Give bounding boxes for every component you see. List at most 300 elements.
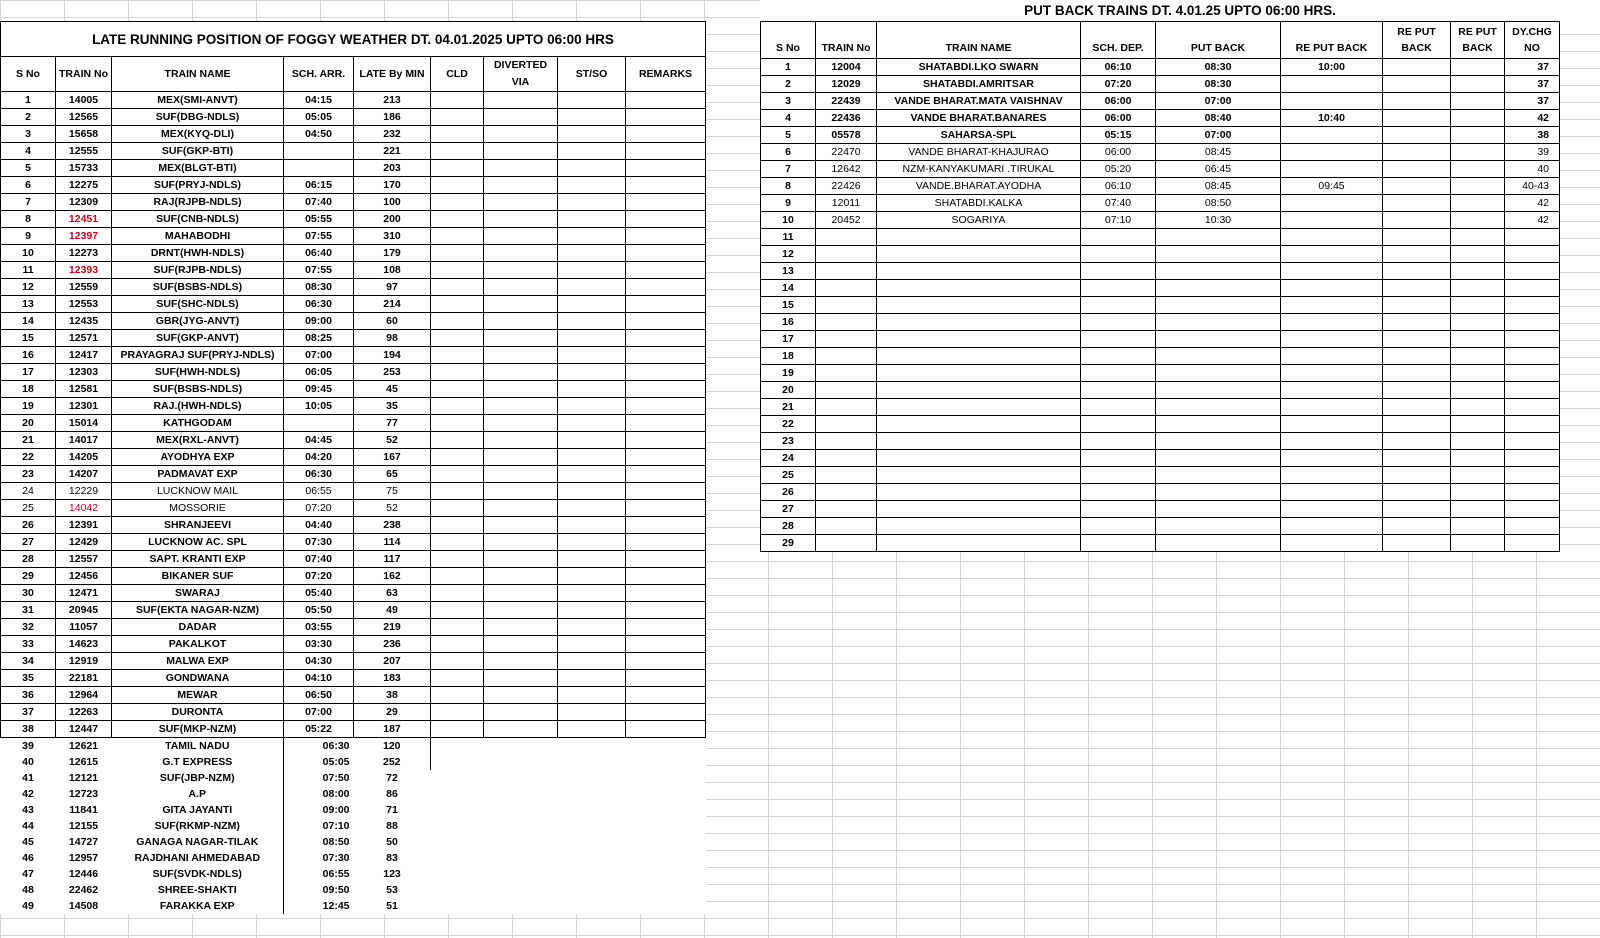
- cell-empty: [431, 398, 484, 415]
- pb-cell-train-name: [877, 467, 1081, 484]
- pb-cell-re-put-back-3: [1451, 110, 1505, 127]
- pb-cell-train-name: [877, 518, 1081, 535]
- cell-sno: 24: [1, 483, 56, 500]
- pb-cell-train-no: [816, 382, 877, 399]
- cell-empty: [484, 466, 558, 483]
- cell-empty: [558, 415, 626, 432]
- cell-late-by: 187: [354, 721, 431, 738]
- cell-train-no: 12581: [56, 381, 112, 398]
- cell-empty: [484, 432, 558, 449]
- cell-empty: [626, 466, 706, 483]
- pb-cell-put-back: 08:30: [1156, 59, 1281, 76]
- cell-empty: [484, 109, 558, 126]
- cell-sno: 21: [1, 432, 56, 449]
- cell-sch-arr: 08:25: [284, 330, 354, 347]
- cell-empty: [431, 866, 484, 882]
- cell-train-name: AYODHYA EXP: [112, 449, 284, 466]
- pb-cell-put-back: [1156, 382, 1281, 399]
- cell-train-no: 12417: [56, 347, 112, 364]
- cell-train-no: 12919: [56, 653, 112, 670]
- pb-cell-re-put-back-3: [1451, 178, 1505, 195]
- cell-late-by: 52: [354, 500, 431, 517]
- pb-cell-sch-dep: [1081, 365, 1156, 382]
- table-row: [1, 364, 706, 381]
- cell-train-no: 12391: [56, 517, 112, 534]
- table-row: [1, 245, 706, 262]
- table-row: [1, 211, 706, 228]
- pb-cell-train-no: [816, 229, 877, 246]
- pb-cell-train-no: 22470: [816, 144, 877, 161]
- pb-cell-sch-dep: 06:00: [1081, 144, 1156, 161]
- pb-cell-sno: 25: [761, 467, 816, 484]
- cell-sno: 14: [1, 313, 56, 330]
- cell-empty: [558, 449, 626, 466]
- pb-cell-train-name: VANDE BHARAT-KHAJURAO: [877, 144, 1081, 161]
- cell-train-no: 14508: [68, 899, 99, 912]
- cell-empty: [431, 517, 484, 534]
- cell-train-no: 12446: [68, 867, 99, 880]
- table-row: [761, 416, 1560, 433]
- cell-late-by: 45: [354, 381, 431, 398]
- cell-empty: [431, 653, 484, 670]
- cell-sno: 44: [22, 819, 34, 832]
- cell-train-name: FARAKKA EXP: [112, 898, 284, 914]
- pb-cell-re-put-back: 10:40: [1281, 110, 1383, 127]
- cell-train-no: 11057: [56, 619, 112, 636]
- pb-cell-sno: 3: [761, 93, 816, 110]
- pb-cell-re-put-back-3: [1451, 467, 1505, 484]
- pb-cell-train-no: 22426: [816, 178, 877, 195]
- pb-cell-re-put-back-3: [1451, 280, 1505, 297]
- pb-cell-put-back: [1156, 416, 1281, 433]
- cell-sno: 29: [1, 568, 56, 585]
- pb-cell-re-put-back-3: [1451, 246, 1505, 263]
- cell-empty: [431, 882, 484, 898]
- cell-empty: [558, 636, 626, 653]
- pb-cell-put-back: [1156, 280, 1281, 297]
- cell-sno: 19: [1, 398, 56, 415]
- cell-train-no: 12456: [56, 568, 112, 585]
- pb-cell-sch-dep: [1081, 280, 1156, 297]
- cell-empty: [626, 898, 706, 914]
- pb-cell-dy-chg-no: [1505, 382, 1560, 399]
- cell-empty: [431, 211, 484, 228]
- cell-late-by: 194: [354, 347, 431, 364]
- cell-empty: [431, 568, 484, 585]
- cell-empty: [626, 568, 706, 585]
- pb-cell-sno: 27: [761, 501, 816, 518]
- cell-sch-arr: 04:10: [284, 670, 354, 687]
- cell-empty: [558, 279, 626, 296]
- cell-empty: [558, 500, 626, 517]
- cell-train-no: 22462: [68, 883, 99, 896]
- pb-cell-sch-dep: [1081, 246, 1156, 263]
- cell-sno: 22: [1, 449, 56, 466]
- table-row: [1, 228, 706, 245]
- pb-cell-sch-dep: [1081, 450, 1156, 467]
- cell-empty: [431, 143, 484, 160]
- cell-sch-arr: 05:22: [284, 721, 354, 738]
- pb-cell-re-put-back: [1281, 416, 1383, 433]
- put-back-table: [760, 21, 1560, 552]
- cell-empty: [431, 619, 484, 636]
- table-row: [761, 178, 1560, 195]
- table-row: [761, 535, 1560, 552]
- table-row: [1, 194, 706, 211]
- cell-late-by: 38: [354, 687, 431, 704]
- cell-empty: [558, 834, 626, 850]
- cell-sno: 7: [1, 194, 56, 211]
- cell-late-by: 50: [386, 835, 398, 848]
- pb-cell-sno: 15: [761, 297, 816, 314]
- cell-empty: [626, 177, 706, 194]
- pb-cell-put-back: 08:50: [1156, 195, 1281, 212]
- pb-cell-dy-chg-no: [1505, 416, 1560, 433]
- cell-sno: 3: [1, 126, 56, 143]
- cell-late-by: 200: [354, 211, 431, 228]
- cell-empty: [626, 670, 706, 687]
- cell-sch-arr: 06:05: [284, 364, 354, 381]
- cell-sch-arr: [284, 160, 354, 177]
- pb-cell-sch-dep: [1081, 535, 1156, 552]
- cell-sch-arr: 07:40: [284, 194, 354, 211]
- pb-cell-sno: 1: [761, 59, 816, 76]
- col-header-diverted-via: DIVERTED VIA: [484, 57, 558, 92]
- cell-sch-arr: 08:30: [284, 279, 354, 296]
- pb-cell-re-put-back: 09:45: [1281, 178, 1383, 195]
- cell-empty: [431, 636, 484, 653]
- table-row: [1, 92, 706, 109]
- cell-sch-arr: [284, 143, 354, 160]
- pb-cell-train-name: [877, 365, 1081, 382]
- pb-cell-re-put-back-3: [1451, 535, 1505, 552]
- cell-sch-arr: 07:20: [284, 568, 354, 585]
- pb-cell-train-name: [877, 229, 1081, 246]
- table-row: [1, 551, 706, 568]
- cell-train-name: SUF(EKTA NAGAR-NZM): [112, 602, 284, 619]
- pb-cell-train-no: 12004: [816, 59, 877, 76]
- pb-cell-put-back: 08:45: [1156, 178, 1281, 195]
- pb-col-header-re-put-back-3: RE PUT BACK: [1451, 22, 1505, 59]
- pb-cell-train-no: [816, 246, 877, 263]
- cell-empty: [484, 704, 558, 721]
- pb-cell-put-back: [1156, 535, 1281, 552]
- cell-empty: [484, 866, 558, 882]
- cell-sch-arr: 04:50: [284, 126, 354, 143]
- cell-empty: [431, 245, 484, 262]
- cell-empty: [558, 466, 626, 483]
- cell-train-no: 14207: [56, 466, 112, 483]
- pb-cell-dy-chg-no: 42: [1505, 195, 1560, 212]
- cell-sno: 1: [1, 92, 56, 109]
- pb-cell-put-back: [1156, 399, 1281, 416]
- cell-late-by: 35: [354, 398, 431, 415]
- cell-empty: [484, 602, 558, 619]
- cell-sch-arr: 12:45: [322, 899, 350, 912]
- pb-cell-re-put-back-2: [1383, 399, 1451, 416]
- table-row: [761, 297, 1560, 314]
- table-row: [761, 450, 1560, 467]
- pb-cell-re-put-back-3: [1451, 144, 1505, 161]
- pb-cell-sch-dep: [1081, 467, 1156, 484]
- pb-cell-re-put-back-2: [1383, 518, 1451, 535]
- pb-cell-dy-chg-no: 40: [1505, 161, 1560, 178]
- table-row: [1, 754, 706, 770]
- cell-empty: [558, 330, 626, 347]
- table-row: [1, 330, 706, 347]
- cell-sch-arr: 06:40: [284, 245, 354, 262]
- pb-cell-re-put-back: [1281, 518, 1383, 535]
- cell-sno: 39: [22, 739, 34, 752]
- table-row: [761, 229, 1560, 246]
- pb-cell-dy-chg-no: [1505, 501, 1560, 518]
- put-back-title: PUT BACK TRAINS DT. 4.01.25 UPTO 06:00 HRS.: [760, 0, 1600, 21]
- pb-cell-train-no: 20452: [816, 212, 877, 229]
- pb-cell-sch-dep: [1081, 348, 1156, 365]
- cell-late-by: 219: [354, 619, 431, 636]
- cell-empty: [431, 449, 484, 466]
- pb-cell-sch-dep: [1081, 382, 1156, 399]
- cell-late-by: 71: [386, 803, 398, 816]
- cell-empty: [484, 194, 558, 211]
- cell-train-name: SUF(SVDK-NDLS): [112, 866, 284, 882]
- pb-cell-re-put-back-2: [1383, 382, 1451, 399]
- cell-empty: [558, 850, 626, 866]
- cell-empty: [431, 109, 484, 126]
- pb-cell-re-put-back: [1281, 161, 1383, 178]
- pb-cell-sch-dep: [1081, 501, 1156, 518]
- cell-train-no: 12621: [68, 739, 99, 752]
- cell-empty: [626, 279, 706, 296]
- pb-cell-re-put-back-3: [1451, 501, 1505, 518]
- pb-cell-sno: 13: [761, 263, 816, 280]
- cell-empty: [431, 296, 484, 313]
- cell-empty: [626, 882, 706, 898]
- pb-cell-re-put-back-2: [1383, 144, 1451, 161]
- cell-late-by: 117: [354, 551, 431, 568]
- cell-sch-arr: 07:40: [284, 551, 354, 568]
- cell-empty: [626, 534, 706, 551]
- pb-cell-sno: 11: [761, 229, 816, 246]
- pb-cell-re-put-back: [1281, 144, 1383, 161]
- cell-empty: [484, 534, 558, 551]
- cell-train-name: LUCKNOW MAIL: [112, 483, 284, 500]
- cell-empty: [558, 721, 626, 738]
- cell-empty: [626, 228, 706, 245]
- cell-empty: [484, 92, 558, 109]
- pb-cell-dy-chg-no: 37: [1505, 59, 1560, 76]
- cell-train-name: SUF(MKP-NZM): [112, 721, 284, 738]
- cell-train-no: 12301: [56, 398, 112, 415]
- table-row: [761, 144, 1560, 161]
- cell-empty: [626, 381, 706, 398]
- cell-empty: [626, 296, 706, 313]
- table-row: [761, 110, 1560, 127]
- table-row: [1, 670, 706, 687]
- pb-cell-sno: 21: [761, 399, 816, 416]
- cell-empty: [626, 398, 706, 415]
- pb-cell-sno: 24: [761, 450, 816, 467]
- cell-sch-arr: 05:55: [284, 211, 354, 228]
- cell-late-by: 63: [354, 585, 431, 602]
- pb-cell-dy-chg-no: 39: [1505, 144, 1560, 161]
- pb-cell-dy-chg-no: [1505, 399, 1560, 416]
- pb-col-header-train-no: TRAIN No: [816, 22, 877, 59]
- pb-cell-re-put-back: 10:00: [1281, 59, 1383, 76]
- pb-cell-re-put-back-2: [1383, 212, 1451, 229]
- cell-train-no: 15014: [56, 415, 112, 432]
- pb-cell-re-put-back-2: [1383, 535, 1451, 552]
- pb-cell-train-no: [816, 365, 877, 382]
- pb-cell-sch-dep: 07:10: [1081, 212, 1156, 229]
- pb-cell-sno: 20: [761, 382, 816, 399]
- cell-empty: [626, 483, 706, 500]
- cell-empty: [626, 738, 706, 755]
- table-row: [1, 602, 706, 619]
- cell-train-name: SUF(RKMP-NZM): [112, 818, 284, 834]
- cell-sch-arr: 04:20: [284, 449, 354, 466]
- cell-sno: 43: [22, 803, 34, 816]
- pb-cell-re-put-back-3: [1451, 161, 1505, 178]
- cell-empty: [484, 483, 558, 500]
- pb-cell-sch-dep: [1081, 484, 1156, 501]
- cell-sno: 32: [1, 619, 56, 636]
- pb-cell-re-put-back: [1281, 280, 1383, 297]
- pb-cell-train-no: [816, 501, 877, 518]
- cell-empty: [484, 802, 558, 818]
- pb-cell-re-put-back-2: [1383, 467, 1451, 484]
- table-row: [761, 212, 1560, 229]
- cell-empty: [626, 653, 706, 670]
- pb-cell-sno: 4: [761, 110, 816, 127]
- pb-cell-sno: 23: [761, 433, 816, 450]
- cell-empty: [431, 898, 484, 914]
- pb-cell-train-name: [877, 314, 1081, 331]
- cell-empty: [431, 466, 484, 483]
- pb-cell-re-put-back-2: [1383, 484, 1451, 501]
- cell-empty: [484, 834, 558, 850]
- cell-late-by: 167: [354, 449, 431, 466]
- pb-cell-put-back: 07:00: [1156, 93, 1281, 110]
- cell-train-name: PADMAVAT EXP: [112, 466, 284, 483]
- cell-empty: [558, 364, 626, 381]
- col-header-st-so: ST/SO: [558, 57, 626, 92]
- cell-train-name: MOSSORIE: [112, 500, 284, 517]
- cell-empty: [626, 330, 706, 347]
- cell-empty: [626, 818, 706, 834]
- cell-train-name: MALWA EXP: [112, 653, 284, 670]
- cell-sno: 34: [1, 653, 56, 670]
- cell-empty: [558, 818, 626, 834]
- pb-cell-sno: 22: [761, 416, 816, 433]
- cell-empty: [431, 687, 484, 704]
- cell-empty: [484, 551, 558, 568]
- cell-train-no: 22181: [56, 670, 112, 687]
- cell-empty: [626, 109, 706, 126]
- pb-cell-re-put-back: [1281, 297, 1383, 314]
- pb-cell-put-back: [1156, 365, 1281, 382]
- cell-sch-arr: 08:00: [322, 787, 350, 800]
- pb-col-header-sno: S No: [761, 22, 816, 59]
- pb-cell-re-put-back: [1281, 535, 1383, 552]
- cell-sno: 18: [1, 381, 56, 398]
- cell-empty: [431, 850, 484, 866]
- cell-train-name: SUF(GKP-BTI): [112, 143, 284, 160]
- pb-cell-train-no: 22436: [816, 110, 877, 127]
- table-row: [761, 348, 1560, 365]
- cell-sno: 26: [1, 517, 56, 534]
- cell-empty: [558, 551, 626, 568]
- cell-empty: [558, 738, 626, 755]
- pb-cell-dy-chg-no: [1505, 365, 1560, 382]
- pb-cell-re-put-back-2: [1383, 161, 1451, 178]
- pb-col-header-put-back: PUT BACK: [1156, 22, 1281, 59]
- pb-cell-sch-dep: 07:40: [1081, 195, 1156, 212]
- cell-sno: 6: [1, 177, 56, 194]
- pb-cell-re-put-back-3: [1451, 93, 1505, 110]
- cell-train-no: 11841: [69, 803, 98, 816]
- cell-late-by: 162: [354, 568, 431, 585]
- cell-sch-arr: 05:05: [322, 755, 350, 768]
- cell-empty: [558, 802, 626, 818]
- cell-late-by: 170: [354, 177, 431, 194]
- pb-cell-put-back: [1156, 314, 1281, 331]
- pb-cell-dy-chg-no: [1505, 280, 1560, 297]
- cell-empty: [484, 770, 558, 786]
- cell-empty: [484, 670, 558, 687]
- cell-train-no: 14005: [56, 92, 112, 109]
- cell-empty: [558, 882, 626, 898]
- table-row: [1, 882, 706, 898]
- pb-cell-sno: 26: [761, 484, 816, 501]
- pb-cell-train-name: NZM-KANYAKUMARI .TIRUKAL: [877, 161, 1081, 178]
- pb-cell-dy-chg-no: [1505, 450, 1560, 467]
- cell-empty: [626, 802, 706, 818]
- pb-cell-train-no: [816, 433, 877, 450]
- table-row: [1, 483, 706, 500]
- pb-cell-sno: 10: [761, 212, 816, 229]
- cell-empty: [484, 517, 558, 534]
- cell-empty: [626, 619, 706, 636]
- cell-empty: [484, 364, 558, 381]
- col-header-cld: CLD: [431, 57, 484, 92]
- pb-cell-re-put-back: [1281, 331, 1383, 348]
- cell-empty: [484, 653, 558, 670]
- cell-empty: [431, 483, 484, 500]
- pb-cell-re-put-back-2: [1383, 297, 1451, 314]
- table-row: [1, 770, 706, 786]
- cell-empty: [484, 160, 558, 177]
- cell-empty: [484, 296, 558, 313]
- pb-cell-train-no: 05578: [816, 127, 877, 144]
- cell-late-by: 221: [354, 143, 431, 160]
- cell-empty: [484, 619, 558, 636]
- pb-cell-sno: 7: [761, 161, 816, 178]
- cell-train-no: 12397: [56, 228, 112, 245]
- pb-cell-dy-chg-no: [1505, 331, 1560, 348]
- pb-cell-re-put-back-2: [1383, 246, 1451, 263]
- pb-cell-sch-dep: [1081, 297, 1156, 314]
- pb-cell-train-no: [816, 399, 877, 416]
- table-row: [761, 76, 1560, 93]
- pb-cell-dy-chg-no: [1505, 518, 1560, 535]
- pb-cell-re-put-back-2: [1383, 127, 1451, 144]
- cell-train-name: SUF(DBG-NDLS): [112, 109, 284, 126]
- cell-train-name: MEX(RXL-ANVT): [112, 432, 284, 449]
- cell-sch-arr: 09:45: [284, 381, 354, 398]
- cell-train-name: GANAGA NAGAR-TILAK: [112, 834, 284, 850]
- cell-sno: 2: [1, 109, 56, 126]
